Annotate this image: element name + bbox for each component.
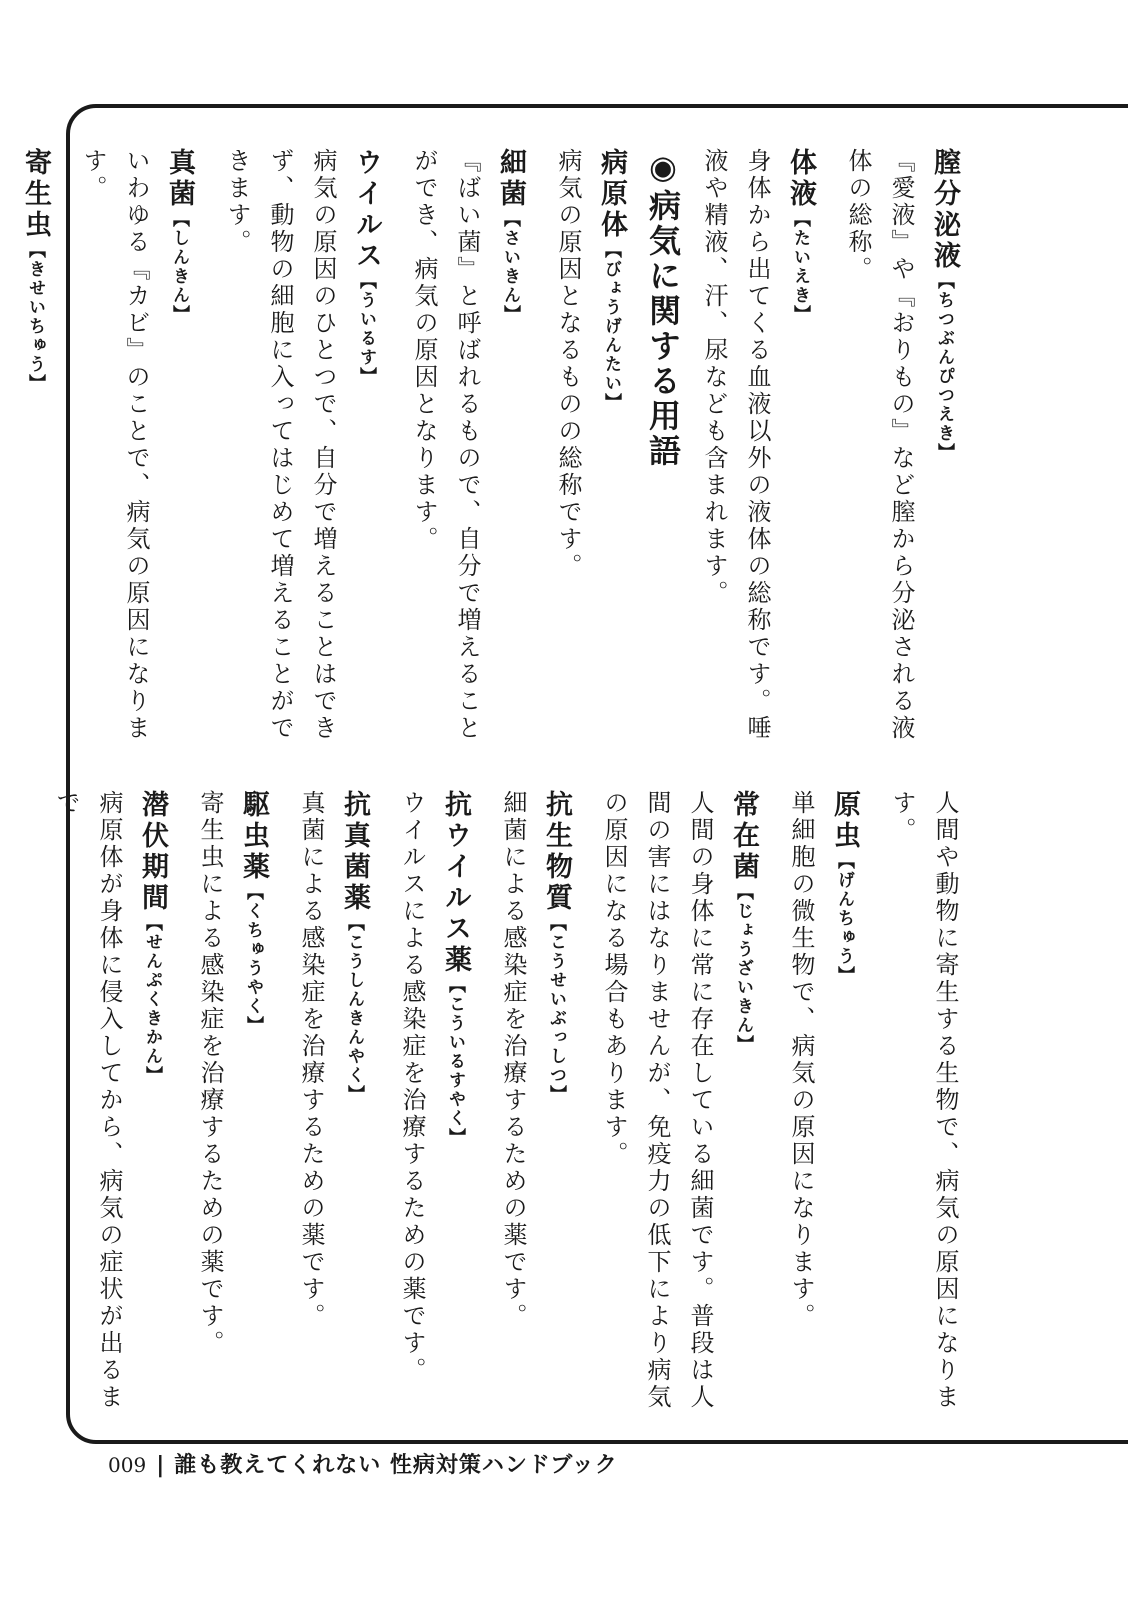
term-heading: 原虫【げんちゅう】 <box>829 790 860 985</box>
term-heading: 寄生虫【きせいちゅう】 <box>20 148 51 393</box>
term-reading: 【びょうげんたい】 <box>601 241 621 412</box>
term-definition: 寄生虫による感染症を治療するための薬です。 <box>196 790 224 1357</box>
book-title: 誰も教えてくれない 性病対策ハンドブック <box>174 1453 618 1478</box>
term-heading: 抗真菌薬【こうしんきんやく】 <box>339 790 370 1104</box>
entry-shinkin <box>71 148 201 768</box>
entry-uirusu <box>215 148 388 768</box>
glossary-bottom-half <box>44 790 966 1420</box>
term-definition-continued: 人間や動物に寄生する生物で、病気の原因になります。 <box>888 790 959 1411</box>
term-definition: 病原体が身体に侵入してから、病気の症状が出るまで <box>52 790 123 1411</box>
term-definition: 『ばい菌』と呼ばれるもので、自分で増えることができ、病気の原因となります。 <box>410 148 481 742</box>
term-reading: 【さいきん】 <box>500 210 520 324</box>
term-heading: 真菌【しんきん】 <box>164 148 195 324</box>
term-heading: ウイルス【ういるす】 <box>351 148 382 386</box>
entry-senpukukikan <box>44 790 174 1420</box>
term-heading: 抗生物質【こうせいぶっしつ】 <box>541 790 572 1104</box>
term-reading: 【しんきん】 <box>169 210 189 324</box>
term-definition: いわゆる『カビ』のことで、病気の原因になります。 <box>79 148 150 742</box>
term-heading: 細菌【さいきん】 <box>495 148 526 324</box>
term-heading: 駆虫薬【くちゅうやく】 <box>238 790 269 1035</box>
page-number: 009 <box>108 1453 147 1477</box>
entry-koushinkinyaku <box>289 790 376 1420</box>
term-heading: 膣分泌液【ちつぶんぴつえき】 <box>929 148 960 462</box>
term-heading: 体液【たいえき】 <box>785 148 816 324</box>
term-definition: 真菌による感染症を治療するための薬です。 <box>297 790 325 1330</box>
term-definition: 『愛液』や『おりもの』など膣から分泌される液体の総称。 <box>844 148 915 742</box>
term-reading: 【ちつぶんぴつえき】 <box>934 272 954 462</box>
term-definition: 病気の原因のひとつで、自分で増えることはできず、動物の細胞に入ってはじめて増えることができます。 <box>223 148 337 742</box>
page-footer <box>108 1448 618 1479</box>
entry-genchuu <box>779 790 866 1420</box>
glossary-top-half <box>13 148 966 768</box>
term-heading: 病原体【びょうげんたい】 <box>596 148 627 412</box>
entry-kouseibusshitsu <box>491 790 578 1420</box>
term-reading: 【こうしんきんやく】 <box>344 914 364 1104</box>
entry-chitsubunpitsueki <box>836 148 966 768</box>
term-definition: 病気の原因となるものの総称です。 <box>554 148 582 580</box>
term-definition: 単細胞の微生物で、病気の原因になります。 <box>787 790 815 1330</box>
term-heading: 抗ウイルス薬【こういるすやく】 <box>440 790 471 1147</box>
term-reading: 【こういるすやく】 <box>445 976 465 1147</box>
term-definition: ウイルスによる感染症を治療するための薬です。 <box>398 790 426 1384</box>
term-reading: 【げんちゅう】 <box>834 852 854 985</box>
entry-kouuirusuyaku <box>390 790 477 1420</box>
entry-jouzaikin <box>592 790 765 1420</box>
section-title: ◉病気に関する用語 <box>644 148 682 469</box>
entry-taieki <box>692 148 822 768</box>
footer-separator: | <box>156 1453 165 1478</box>
term-reading: 【たいえき】 <box>790 210 810 324</box>
term-definition: 細菌による感染症を治療するための薬です。 <box>499 790 527 1330</box>
term-heading: 常在菌【じょうざいきん】 <box>728 790 759 1054</box>
entry-kiseichuu <box>13 148 57 768</box>
term-reading: 【くちゅうやく】 <box>243 883 263 1035</box>
term-reading: 【きせいちゅう】 <box>25 241 45 393</box>
entry-byougentai <box>546 148 633 768</box>
entry-kuchuuyaku <box>188 790 275 1420</box>
term-definition: 人間の身体に常に存在している細菌です。普段は人間の害にはなりませんが、免疫力の低下により病気の原因になる場合もあります。 <box>600 790 714 1411</box>
term-reading: 【こうせいぶっしつ】 <box>546 914 566 1104</box>
entry-saikin <box>402 148 532 768</box>
term-reading: 【せんぷくきかん】 <box>142 914 162 1085</box>
term-heading: 潜伏期間【せんぷくきかん】 <box>137 790 168 1085</box>
term-reading: 【じょうざいきん】 <box>733 883 753 1054</box>
term-definition: 身体から出てくる血液以外の液体の総称です。唾液や精液、汗、尿なども含まれます。 <box>700 148 771 742</box>
term-reading: 【ういるす】 <box>356 272 376 386</box>
